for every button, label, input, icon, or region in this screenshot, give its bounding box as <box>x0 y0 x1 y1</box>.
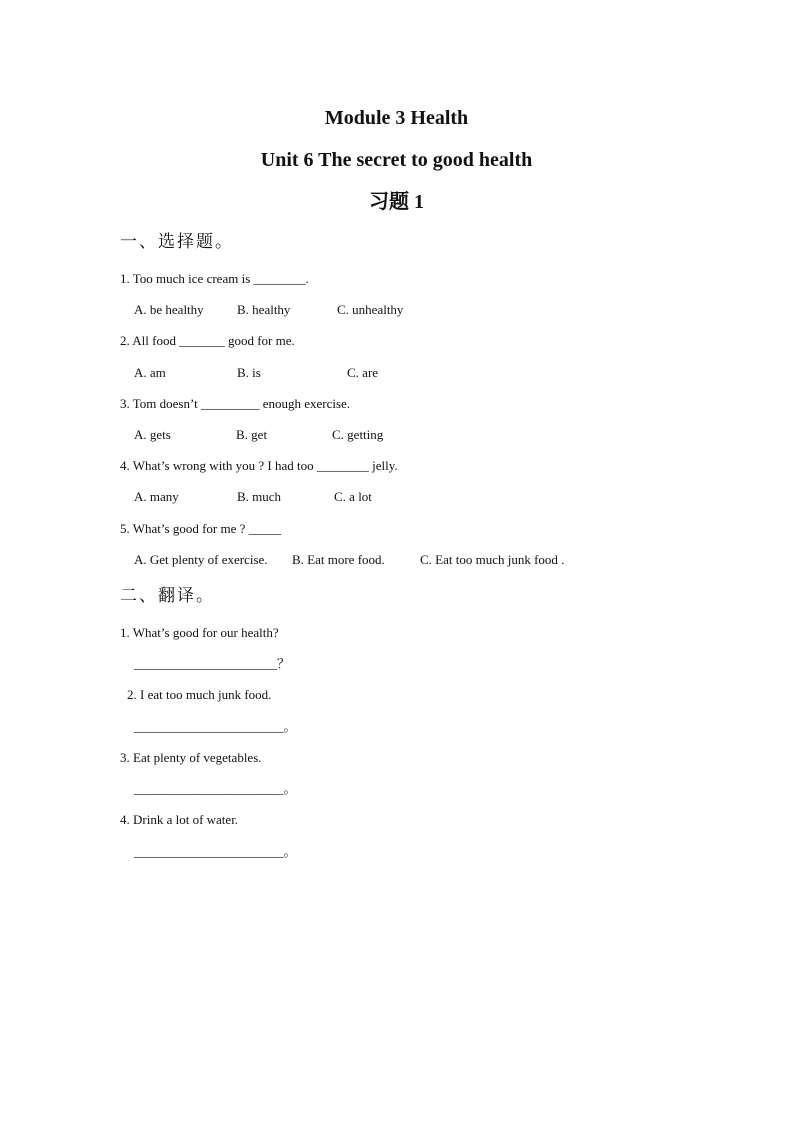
section-heading-choice: 一、选择题。 <box>120 232 234 252</box>
question-1-option-a: A. be healthy <box>134 302 204 317</box>
section-heading-translate: 二、翻译。 <box>120 586 215 606</box>
question-1-option-b: B. healthy <box>237 302 291 317</box>
question-2-text: 2. All food _______ good for me. <box>120 333 295 348</box>
translate-item-2-text: 2. I eat too much junk food. <box>127 687 272 702</box>
unit-title: Unit 6 The secret to good health <box>260 149 533 171</box>
translate-item-1-answer-line: ______________________？ <box>134 656 291 671</box>
question-2-option-b: B. is <box>237 365 261 380</box>
question-4-text: 4. What’s wrong with you ? I had too ________ jelly. <box>120 458 398 473</box>
question-5-option-c: C. Eat too much junk food . <box>420 552 565 567</box>
question-4-option-a: A. many <box>134 489 179 504</box>
question-3-option-c: C. getting <box>332 427 384 442</box>
question-5-option-b: B. Eat more food. <box>292 552 385 567</box>
question-2-option-a: A. am <box>134 365 166 380</box>
question-2-option-c: C. are <box>347 365 379 380</box>
translate-item-1-text: 1. What’s good for our health? <box>120 625 279 640</box>
question-3-option-b: B. get <box>236 427 268 442</box>
translate-item-4-answer-line: _______________________。 <box>134 844 297 859</box>
question-4-option-b: B. much <box>237 489 282 504</box>
question-5-text: 5. What’s good for me ? _____ <box>120 521 282 536</box>
question-4-option-c: C. a lot <box>334 489 372 504</box>
question-3-option-a: A. gets <box>134 427 171 442</box>
module-title: Module 3 Health <box>324 107 469 129</box>
question-1-text: 1. Too much ice cream is ________. <box>120 271 309 286</box>
translate-item-4-text: 4. Drink a lot of water. <box>120 812 239 827</box>
question-5-option-a: A. Get plenty of exercise. <box>134 552 268 567</box>
exercise-title: 习题 1 <box>369 191 424 213</box>
question-1-option-c: C. unhealthy <box>337 302 404 317</box>
translate-item-3-answer-line: _______________________。 <box>134 781 297 796</box>
question-3-text: 3. Tom doesn’t _________ enough exercise. <box>120 396 351 411</box>
translate-item-2-answer-line: _______________________。 <box>134 719 297 734</box>
translate-item-3-text: 3. Eat plenty of vegetables. <box>120 750 262 765</box>
